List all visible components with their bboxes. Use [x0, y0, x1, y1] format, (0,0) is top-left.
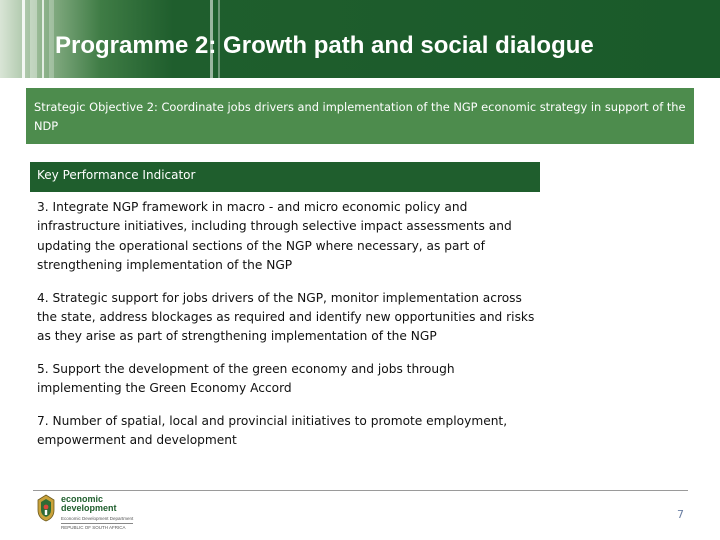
- strategic-objective: Strategic Objective 2: Coordinate jobs drivers and implementation of the NGP economic strategy in support of the NDP: [26, 88, 694, 144]
- slide-title: Programme 2: Growth path and social dialogue: [55, 32, 594, 59]
- page-number: 7: [677, 508, 684, 521]
- department-logo: [35, 493, 145, 537]
- banner-stripe: [30, 0, 37, 78]
- kpi-item: 3. Integrate NGP framework in macro - and micro economic policy and infrastructure initiatives, including through selective impact assessments and updating the operational sections of the NGP where necessary, as part of strengthening implementation of the NGP: [37, 200, 512, 273]
- banner-stripe: [22, 0, 25, 78]
- footer-divider: [33, 490, 688, 491]
- coat-of-arms-icon: [35, 493, 57, 523]
- kpi-header: Key Performance Indicator: [30, 162, 540, 192]
- kpi-item: 5. Support the development of the green economy and jobs through implementing the Green Economy Accord: [37, 361, 455, 396]
- logo-text: [61, 495, 133, 530]
- kpi-list: [37, 198, 537, 463]
- logo-department: Economic Development Department: [61, 516, 134, 521]
- banner-stripe: [42, 0, 44, 78]
- title-banner: [0, 0, 720, 78]
- kpi-item: 7. Number of spatial, local and provincial initiatives to promote employment, empowerment and development: [37, 413, 508, 448]
- logo-country: REPUBLIC OF SOUTH AFRICA: [61, 523, 133, 531]
- logo-name: economic development: [61, 494, 117, 513]
- kpi-item: 4. Strategic support for jobs drivers of the NGP, monitor implementation across the state, address blockages as required and identify new opportunities and risks as they arise as part of strengthening implementation of the NGP: [37, 290, 535, 344]
- banner-stripe: [49, 0, 54, 78]
